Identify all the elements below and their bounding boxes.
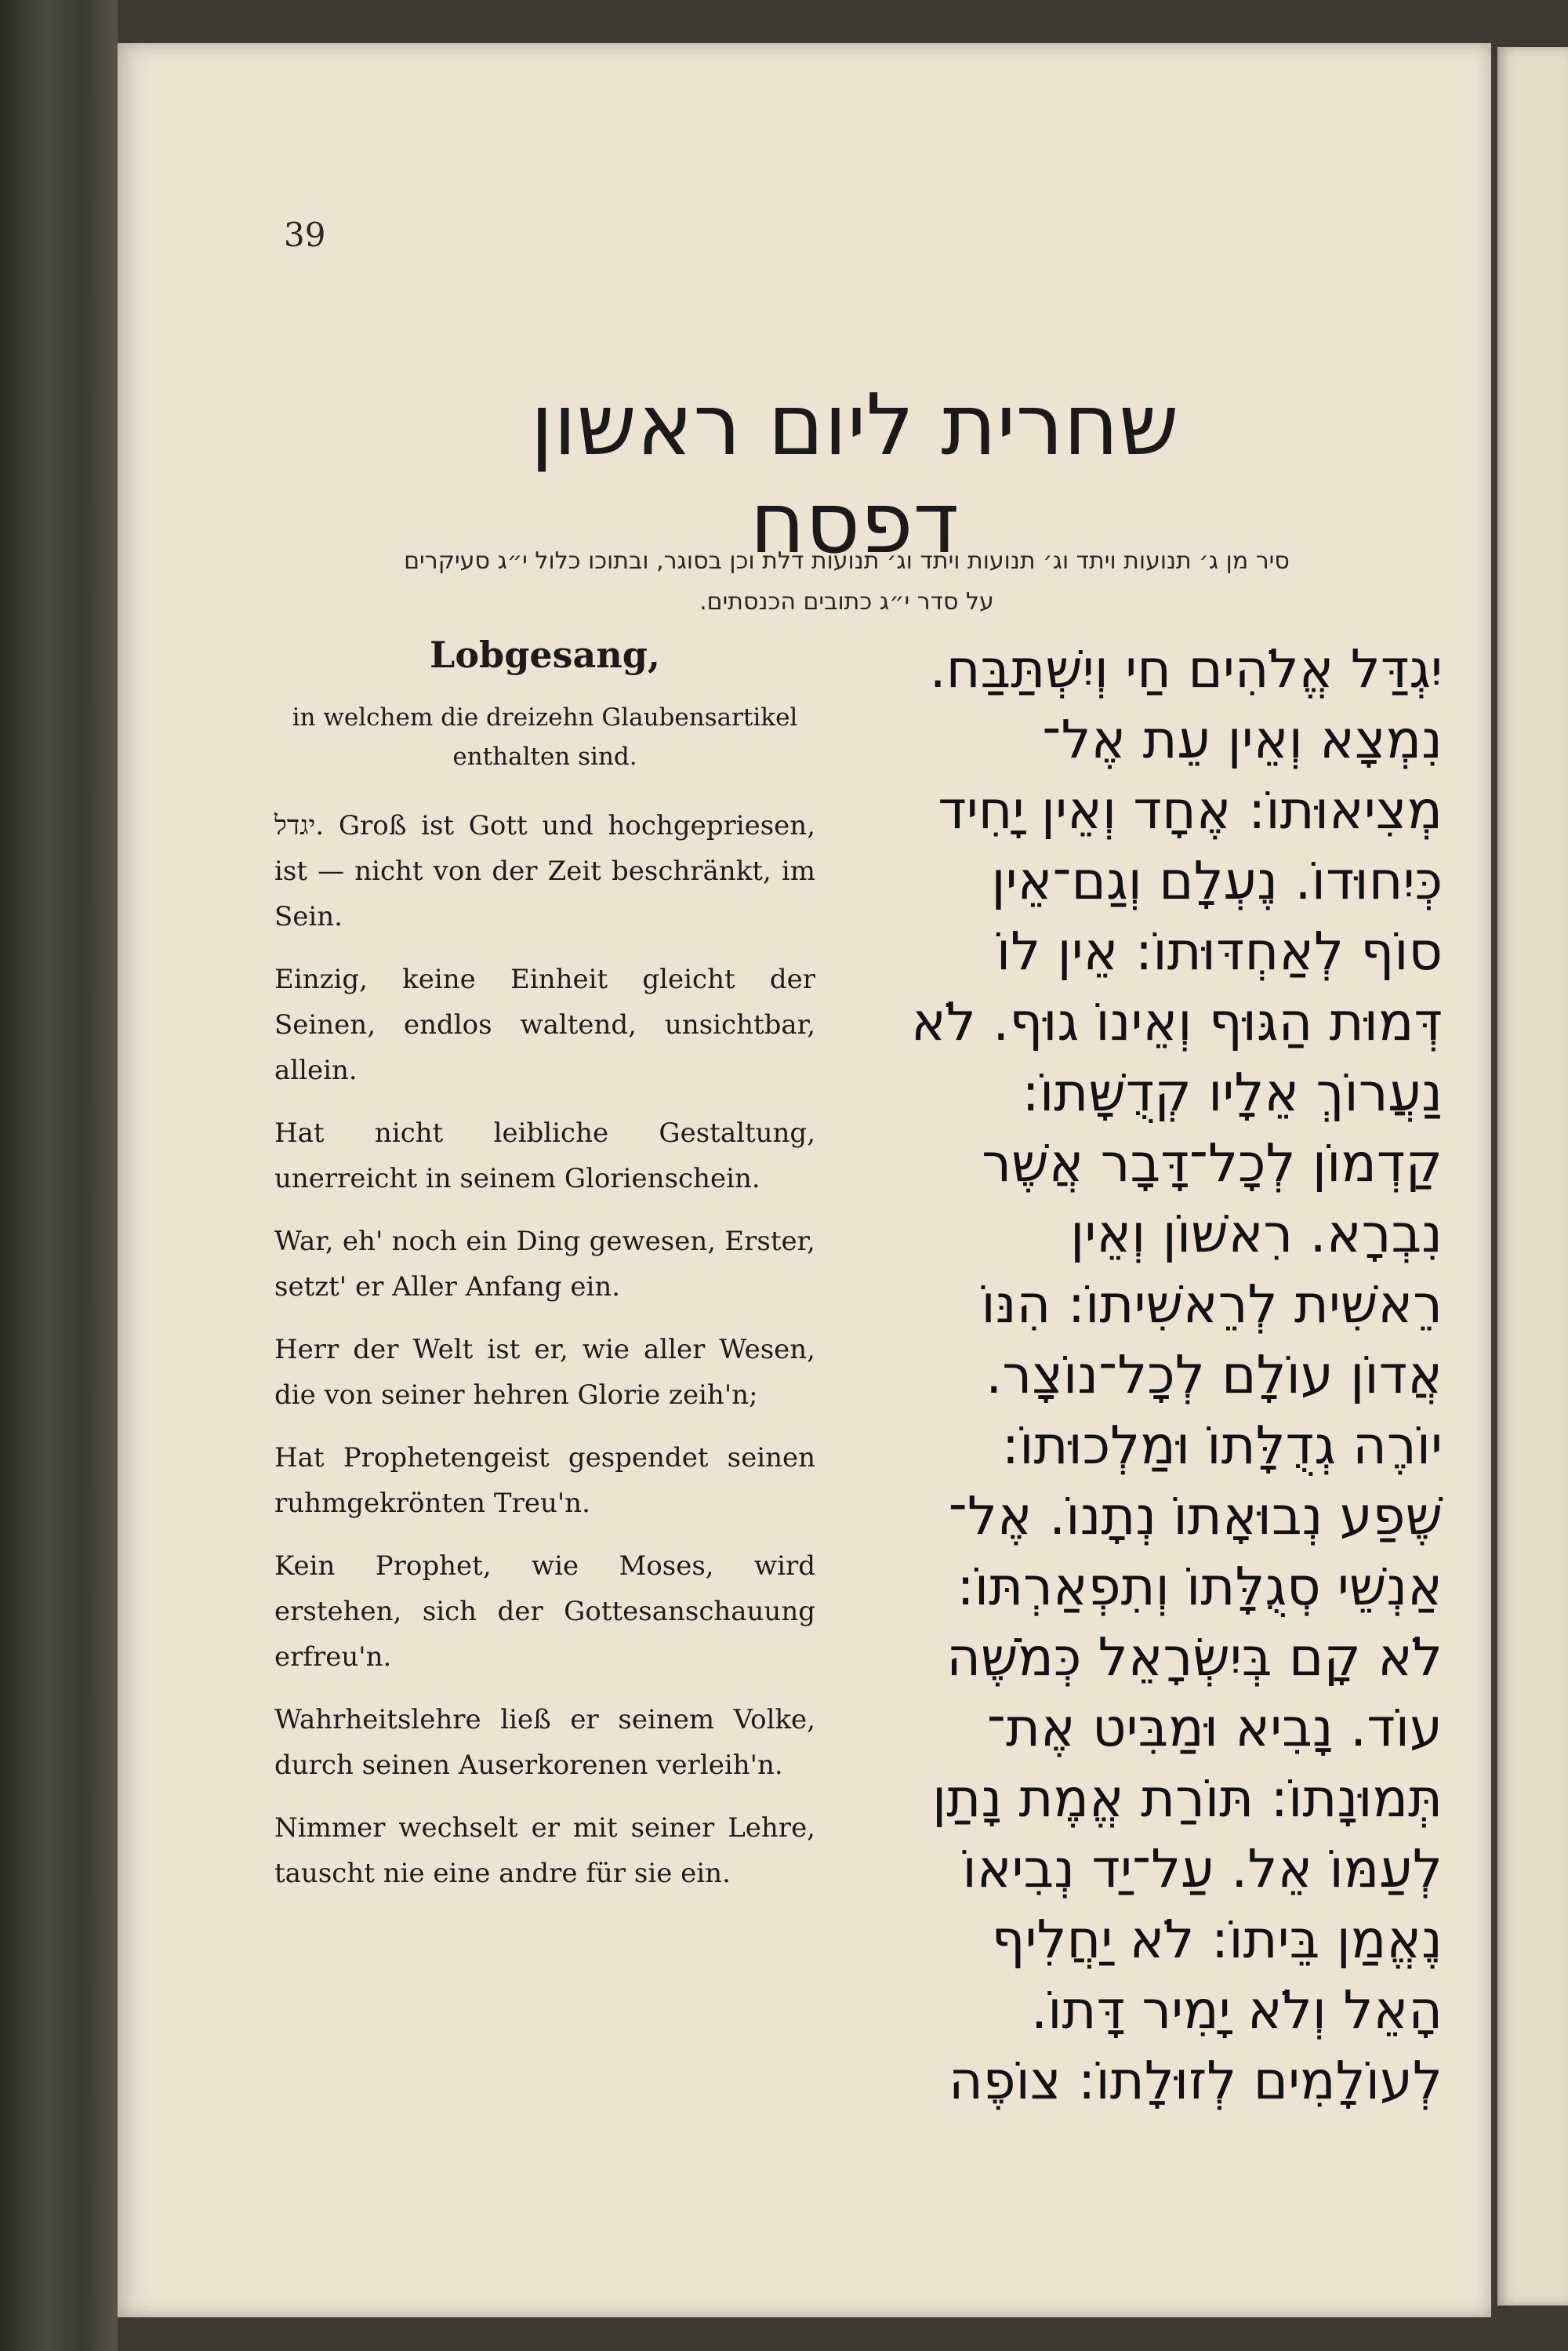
instruction-line: סיר מן ג׳ תנועות ויתד וג׳ תנועות ויתד וג׳ תנועות דלת וכן בסוגר, ובתוכו כלול י״ג סעיקרים xyxy=(404,547,1290,575)
hebrew-line: דְּמוּת הַגּוּף וְאֵינוֹ גוּף. לֹא xyxy=(910,991,1443,1052)
german-stanza: יגדל. Groß ist Gott und hochgepriesen, ist — nicht von der Zeit beschränkt, im Sein. xyxy=(274,810,815,932)
german-stanza: War, eh' noch ein Ding gewesen, Erster, setzt' er Aller Anfang ein. xyxy=(274,1226,815,1303)
instruction-line: על סדר י״ג כתובים הכנסתים. xyxy=(699,588,994,616)
hebrew-line: כְּיִחוּדוֹ. נֶעְלָם וְגַם־אֵין xyxy=(991,850,1443,911)
german-stanza: Hat nicht leibliche Gestaltung, unerreicht in seinem Glorienschein. xyxy=(274,1117,815,1194)
book-spine xyxy=(0,0,118,2351)
page-heading: שחרית ליום ראשון דפסח xyxy=(530,376,1179,572)
hebrew-line: לְעוֹלָמִים לְזוּלָתוֹ: צוֹפֶה xyxy=(949,2050,1443,2111)
hebrew-line: נַעֲרוֹךְ אֵלָיו קְדֻשָּׁתוֹ: xyxy=(1022,1062,1443,1123)
hebrew-line: שֶׁפַע נְבוּאָתוֹ נְתָנוֹ. אֶל־ xyxy=(948,1485,1443,1546)
hebrew-line: עוֹד. נָבִיא וּמַבִּיט אֶת־ xyxy=(986,1697,1443,1758)
page-number: 39 xyxy=(284,216,326,254)
hebrew-line: מְצִיאוּתוֹ: אֶחָד וְאֵין יָחִיד xyxy=(938,779,1443,841)
german-stanza: Herr der Welt ist er, wie aller Wesen, die von seiner hehren Glorie zeih'n; xyxy=(274,1334,815,1411)
facing-page-edge xyxy=(1497,47,1568,2306)
hebrew-line: נֶאֱמַן בֵּיתוֹ: לֹא יַחֲלִיף xyxy=(991,1909,1443,1970)
hebrew-line: קַדְמוֹן לְכָל־דָּבָר אֲשֶׁר xyxy=(982,1132,1443,1194)
german-title: Lobgesang, xyxy=(430,634,660,676)
german-stanza: Wahrheitslehre ließ er seinem Volke, durch seinen Auserkorenen verleih'n. xyxy=(274,1704,815,1781)
german-translation-column xyxy=(274,634,815,1913)
hebrew-line: יוֹרֶה גְדֻלָּתוֹ וּמַלְכוּתוֹ: xyxy=(1001,1415,1443,1476)
german-stanza: Kein Prophet, wie Moses, wird erstehen, sich der Gottesanschauung erfreu'n. xyxy=(274,1550,815,1673)
hebrew-line: יִגְדַּל אֱלֹהִים חַי וְיִשְׁתַּבַּח. xyxy=(929,638,1443,699)
hebrew-line: תְּמוּנָתוֹ: תּוֹרַת אֱמֶת נָתַן xyxy=(932,1768,1443,1829)
hebrew-line: נִמְצָא וְאֵין עֵת אֶל־ xyxy=(1042,709,1443,770)
instruction-text xyxy=(282,541,1411,623)
german-stanza: Einzig, keine Einheit gleicht der Seinen, endlos waltend, unsichtbar, allein. xyxy=(274,964,815,1086)
hebrew-line: הָאֵל וְלֹא יָמִיר דָּתוֹ. xyxy=(1030,1979,1443,2040)
german-stanza: Hat Prophetengeist gespendet seinen ruhmgekrönten Treu'n. xyxy=(274,1442,815,1519)
hebrew-line: אַנְשֵׁי סְגֻלָּתוֹ וְתִפְאַרְתּוֹ: xyxy=(956,1556,1443,1617)
hebrew-text-column xyxy=(847,634,1443,2116)
hebrew-line: סוֹף לְאַחְדּוּתוֹ: אֵין לוֹ xyxy=(996,921,1443,982)
hebrew-line: לְעַמּוֹ אֵל. עַל־יַד נְבִיאוֹ xyxy=(962,1838,1443,1899)
hebrew-line: לֹא קָם בְּיִשְׂרָאֵל כְּמֹשֶׁה xyxy=(946,1626,1443,1688)
german-stanza: Nimmer wechselt er mit seiner Lehre, tauscht nie eine andre für sie ein. xyxy=(274,1812,815,1889)
hebrew-line: אֲדוֹן עוֹלָם לְכָל־נוֹצָר. xyxy=(985,1344,1443,1405)
german-subtitle: in welchem die dreizehn Glaubensartikel enthalten sind. xyxy=(292,703,798,771)
hebrew-line: רֵאשִׁית לְרֵאשִׁיתוֹ: הִנּוֹ xyxy=(981,1274,1443,1335)
hebrew-line: נִבְרָא. רִאשׁוֹן וְאֵין xyxy=(1070,1203,1443,1264)
